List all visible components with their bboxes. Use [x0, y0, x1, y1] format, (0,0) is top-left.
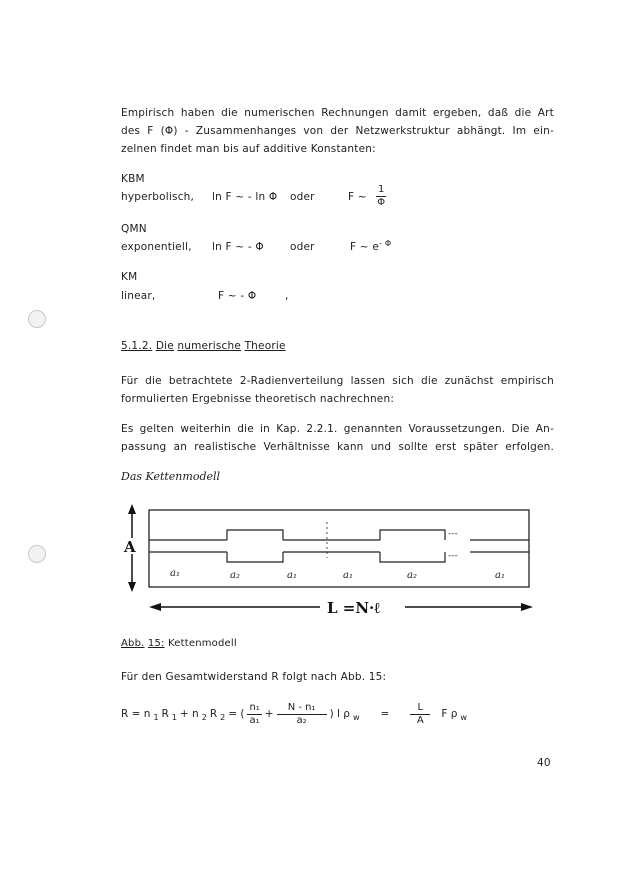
- formula-tail-sub: w: [460, 712, 467, 722]
- relation-kbm-fraction: [376, 184, 386, 209]
- formula-equals: =: [380, 708, 390, 720]
- formula-eq-open: = (: [228, 708, 245, 720]
- formula-fraction-1-num: n₁: [249, 701, 260, 713]
- page-number: 40: [537, 757, 551, 769]
- section-number: 5.1.2.: [121, 340, 153, 352]
- segment-label-3: a₁: [287, 570, 297, 581]
- formula-R2-sub: 2: [220, 712, 226, 722]
- section-title-word-3: Theorie: [244, 340, 286, 352]
- subheading-kettenmodell: Das Kettenmodell: [121, 470, 221, 483]
- intro-line-1: Empirisch haben die numerischen Rechnungen damit ergeben, daß die Art: [121, 107, 554, 119]
- relation-qmn-oder: oder: [290, 241, 315, 253]
- formula-n2-sub: 2: [201, 712, 207, 722]
- para1-line-2: formulierten Ergebnisse theoretisch nachrechnen:: [121, 393, 395, 405]
- formula-lhs: R = n: [121, 708, 151, 720]
- length-arrow-left-icon: [149, 603, 161, 611]
- segment-label-5: a₂: [407, 570, 417, 581]
- formula-fraction-3: [410, 702, 430, 727]
- formula-fraction-1: [247, 702, 261, 727]
- formula-R1-sub: 1: [171, 712, 177, 722]
- punch-hole-top: [28, 310, 46, 328]
- height-arrow-down-icon: [128, 582, 136, 592]
- relation-qmn-eq2-exponent: - Φ: [378, 239, 392, 248]
- segment-3-a1: [283, 540, 327, 552]
- formula-fraction-2-den: a₂: [296, 714, 307, 726]
- resistance-intro: Für den Gesamtwiderstand R folgt nach Abb. 15:: [121, 671, 387, 683]
- segment-1-a1: [149, 540, 227, 552]
- relation-kbm-oder: oder: [290, 191, 315, 203]
- para2-line-1: Es gelten weiterhin die in Kap. 2.2.1. genannten Voraussetzungen. Die An-: [121, 423, 554, 435]
- caption-title: Kettenmodell: [168, 638, 237, 649]
- figure-caption: [121, 635, 237, 653]
- relation-kbm-eq2-lhs: F ~: [348, 191, 367, 203]
- relation-qmn-eq2: [350, 238, 391, 257]
- chain-gap-dashes-2: ---: [448, 551, 458, 561]
- chain-outer-frame: [149, 510, 529, 587]
- relation-kbm-label: KBM: [121, 173, 145, 185]
- height-arrow-up-icon: [128, 504, 136, 514]
- para1-line-1: Für die betrachtete 2-Radienverteilung lassen sich die zunächst empirisch: [121, 375, 554, 387]
- height-label-A: A: [124, 538, 136, 556]
- para2-line-2: passung an realistische Verhältnisse kann und sollte erst später erfolgen.: [121, 441, 554, 453]
- intro-line-3: zelnen findet man bis auf additive Konstanten:: [121, 143, 376, 155]
- relation-km-trail: ,: [285, 290, 289, 302]
- segment-label-1: a₁: [170, 568, 180, 579]
- intro-line-2: des F (Φ) - Zusammenhanges von der Netzwerkstruktur abhängt. Im ein-: [121, 125, 554, 137]
- punch-hole-bottom: [28, 545, 46, 563]
- segment-4-a1: [327, 540, 380, 552]
- formula-fraction-3-num: L: [410, 702, 430, 715]
- fraction-numerator: 1: [378, 184, 385, 195]
- formula-tail: F ρ: [441, 708, 458, 720]
- relation-kbm-eq1: ln F ~ - ln Φ: [212, 191, 278, 203]
- chain-model-figure: [115, 500, 555, 620]
- section-heading: [121, 337, 286, 355]
- relation-km-type: linear,: [121, 290, 156, 302]
- segment-label-6: a₁: [495, 570, 505, 581]
- formula-fraction-2-num: N - n₁: [277, 702, 327, 715]
- segment-label-2: a₂: [230, 570, 240, 581]
- resistance-formula: [121, 698, 467, 730]
- formula-n1-sub: 1: [153, 712, 159, 722]
- length-label-L: L =N·ℓ: [327, 599, 380, 617]
- relation-qmn-label: QMN: [121, 223, 147, 235]
- section-title-word-2: numerische: [177, 340, 242, 352]
- relation-qmn-eq2-base: F ~ e: [350, 241, 379, 253]
- caption-number: 15:: [147, 638, 165, 649]
- segment-label-4: a₁: [343, 570, 353, 581]
- formula-R1: R: [161, 708, 169, 720]
- caption-abb: Abb.: [121, 638, 145, 649]
- length-arrow-right-icon: [521, 603, 533, 611]
- formula-plus-n2: + n: [179, 708, 199, 720]
- segment-2-a2: [227, 530, 283, 562]
- chain-gap-dashes: ---: [448, 529, 458, 539]
- formula-fraction-2: [277, 702, 327, 727]
- relation-kbm-type: hyperbolisch,: [121, 191, 195, 203]
- segment-6-a1: [470, 540, 529, 552]
- formula-fraction-3-den: A: [416, 714, 424, 726]
- relation-qmn-type: exponentiell,: [121, 241, 192, 253]
- segment-5-a2: [380, 530, 445, 562]
- formula-R2: R: [209, 708, 218, 720]
- relation-qmn-eq1: ln F ~ - Φ: [212, 241, 264, 253]
- section-title-word-1: Die: [155, 340, 174, 352]
- relation-km-eq1: F ~ - Φ: [218, 290, 257, 302]
- relation-km-label: KM: [121, 271, 138, 283]
- fraction-denominator: Φ: [377, 197, 386, 208]
- formula-plus: +: [264, 708, 274, 720]
- formula-rho-sub: w: [352, 712, 360, 722]
- formula-fraction-1-den: a₁: [249, 714, 260, 726]
- formula-close: ) l ρ: [329, 708, 350, 720]
